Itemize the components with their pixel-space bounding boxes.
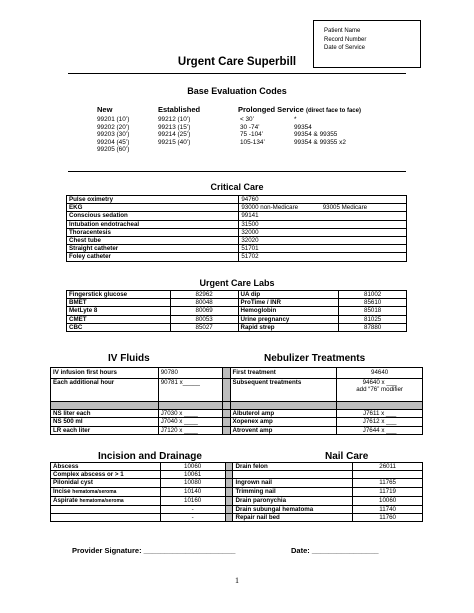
column-divider — [225, 471, 233, 479]
lab-code: 87880 — [339, 323, 407, 331]
iv-item: NS liter each — [51, 410, 159, 418]
procedure-name: Chest tube — [67, 237, 239, 245]
incision-item — [51, 496, 161, 505]
procedure-code: 99141 — [239, 212, 407, 220]
incision-code: - — [160, 514, 225, 522]
record-number-label: Record Number — [324, 36, 367, 43]
duration: 75 -104’ — [240, 131, 264, 139]
eval-code: 99205 (60’) — [97, 146, 130, 154]
table-row — [51, 479, 423, 487]
column-divider — [225, 496, 233, 505]
nail-item: Drain felon — [233, 463, 353, 471]
table-row — [51, 487, 423, 496]
incision-item — [51, 479, 161, 487]
table-row — [67, 253, 407, 261]
incision-item — [51, 506, 161, 514]
lab-name: Fingerstick glucose — [67, 291, 171, 299]
neb-item: First treatment — [230, 368, 337, 379]
table-row — [51, 514, 423, 522]
incision-sublabel: hematoma/seroma — [79, 497, 124, 504]
incision-code: 10080 — [160, 479, 225, 487]
eval-code: 99213 (15’) — [158, 123, 191, 131]
duration: < 30’ — [240, 116, 255, 123]
neb-code: 94640 — [337, 368, 423, 379]
duration: 30 -74’ — [240, 123, 260, 131]
table-row — [51, 496, 423, 505]
procedure-code: 32000 — [239, 228, 407, 236]
iv-code: 90780 — [158, 368, 222, 379]
neb-item: Albuterol amp — [230, 410, 337, 418]
nail-item: Trimming nail — [233, 487, 353, 496]
page-number: 1 — [235, 576, 239, 585]
labs-heading: Urgent Care Labs — [199, 278, 275, 288]
incision-item — [51, 487, 161, 496]
section-rule — [68, 171, 406, 172]
table-row — [51, 410, 423, 418]
nail-item: Drain subungal hematoma — [233, 506, 353, 514]
eval-code: 99212 (10’) — [158, 116, 191, 123]
iv-item: Each additional hour — [51, 379, 159, 402]
table-row — [67, 291, 407, 299]
lab-code: 81002 — [339, 291, 407, 299]
column-divider — [222, 368, 230, 379]
procedure-name: Foley catheter — [67, 253, 239, 261]
lab-name: CBC — [67, 323, 171, 331]
table-row — [67, 196, 407, 204]
neb-modifier-note: add “76” modifier — [356, 386, 403, 394]
eval-code: 99203 (30’) — [97, 131, 130, 139]
eval-code: 99214 (25’) — [158, 131, 191, 139]
col-prolonged-note: (direct face to face) — [305, 108, 361, 114]
nebulizer-heading: Nebulizer Treatments — [264, 353, 366, 364]
table-row — [67, 245, 407, 253]
column-divider — [225, 463, 233, 471]
neb-code: 94640 x ___ — [362, 379, 397, 386]
procedure-code-alt: 93005 Medicare — [321, 204, 407, 212]
nail-item: Ingrown nail — [233, 479, 353, 487]
prolonged-code: * — [294, 116, 297, 123]
lab-code: 81025 — [339, 315, 407, 323]
incision-code: 10160 — [160, 496, 225, 505]
lab-name: Urine pregnancy — [238, 315, 339, 323]
lab-code: 80048 — [170, 299, 238, 307]
lab-name: BMET — [67, 299, 171, 307]
table-row — [51, 368, 423, 379]
col-prolonged-label: Prolonged Service — [238, 105, 304, 114]
date-line[interactable]: Date: ________________ — [291, 546, 379, 555]
nail-code: 11765 — [353, 479, 423, 487]
table-row — [67, 204, 407, 212]
lab-name: UA dip — [238, 291, 339, 299]
neb-item: Xopenex amp — [230, 418, 337, 426]
base-eval-col-new — [97, 116, 129, 154]
labs-table — [66, 290, 407, 332]
nail-item: Repair nail bed — [233, 514, 353, 522]
incision-label: Incise — [53, 487, 71, 495]
lab-code: 85610 — [339, 299, 407, 307]
table-row — [67, 323, 407, 331]
table-row — [67, 315, 407, 323]
incision-heading: Incision and Drainage — [98, 451, 202, 462]
procedure-name: Thoracentesis — [67, 228, 239, 236]
incision-item — [51, 463, 161, 471]
base-eval-col-established — [158, 116, 190, 146]
col-prolonged-header — [238, 106, 361, 116]
table-row — [67, 299, 407, 307]
incision-label: Aspirate — [53, 496, 78, 504]
table-row — [51, 426, 423, 434]
lab-name: CMET — [67, 315, 171, 323]
eval-code: 99202 (20’) — [97, 123, 130, 131]
incision-code: 10060 — [160, 463, 225, 471]
iv-item: IV infusion first hours — [51, 368, 159, 379]
procedure-code: 51702 — [239, 253, 407, 261]
iv-code: J7040 x ____ — [158, 418, 222, 426]
column-divider — [222, 410, 230, 418]
critical-care-table — [66, 195, 407, 262]
column-divider — [225, 506, 233, 514]
procedure-code: 93000 non-Medicare — [239, 204, 321, 212]
column-divider — [222, 426, 230, 434]
table-row — [51, 402, 423, 410]
column-divider — [225, 479, 233, 487]
lab-code: 85027 — [170, 323, 238, 331]
incision-label: Pilonidal cyst — [53, 479, 93, 487]
eval-code: 99204 (45’) — [97, 138, 130, 146]
critical-care-heading: Critical Care — [210, 182, 264, 192]
provider-signature-line[interactable]: Provider Signature: ______________________ — [72, 546, 236, 555]
prolonged-code: 99354 & 99355 x2 — [294, 138, 346, 146]
table-row — [67, 237, 407, 245]
column-divider — [222, 379, 230, 402]
table-row — [67, 228, 407, 236]
table-row — [51, 418, 423, 426]
page-title: Urgent Care Superbill — [177, 56, 297, 68]
neb-code: J7612 x ___ — [337, 418, 423, 426]
table-row — [67, 212, 407, 220]
procedure-code: 31500 — [239, 220, 407, 228]
eval-code: 99215 (40’) — [158, 138, 191, 146]
incision-code: - — [160, 506, 225, 514]
incision-code: 10061 — [160, 471, 225, 479]
lab-code: 80053 — [170, 315, 238, 323]
procedure-name: Intubation endotracheal — [67, 220, 239, 228]
prolonged-code: 99354 & 99355 — [294, 131, 338, 139]
incision-code: 10140 — [160, 487, 225, 496]
table-row — [51, 463, 423, 471]
nail-code: 11740 — [353, 506, 423, 514]
neb-item: Subsequent treatments — [230, 379, 337, 402]
lab-code: 80069 — [170, 307, 238, 315]
procedure-name: Straight catheter — [67, 245, 239, 253]
prolonged-code: 99354 — [294, 123, 312, 131]
col-established-header: Established — [158, 105, 201, 114]
date-of-service-label: Date of Service — [324, 45, 366, 51]
column-divider — [222, 418, 230, 426]
table-row — [51, 506, 423, 514]
procedure-code: 51701 — [239, 245, 407, 253]
procedure-name: Conscious sedation — [67, 212, 239, 220]
column-divider — [225, 514, 233, 522]
neb-code: J7611 x ___ — [337, 410, 423, 418]
lab-name: ProTime / INR — [238, 299, 339, 307]
iv-item: NS 500 ml — [51, 418, 159, 426]
col-new-header: New — [97, 105, 113, 114]
procedure-name: Pulse oximetry — [67, 196, 239, 204]
iv-code: J7030 x ____ — [158, 410, 222, 418]
lab-code: 85018 — [339, 307, 407, 315]
base-eval-heading: Base Evaluation Codes — [187, 86, 287, 96]
incision-label: Complex abscess or > 1 — [53, 471, 124, 479]
iv-nebulizer-table — [50, 367, 423, 435]
neb-code: J7644 x ___ — [337, 426, 423, 434]
nail-care-heading: Nail Care — [325, 451, 369, 462]
base-eval-col-prolonged-code — [294, 116, 346, 146]
neb-code-cell — [337, 379, 423, 402]
incision-nail-table — [50, 462, 423, 522]
duration: 105-134’ — [240, 138, 265, 146]
iv-item: LR each liter — [51, 426, 159, 434]
title-rule — [68, 73, 406, 74]
nail-item — [233, 471, 353, 479]
iv-code: J7120 x ____ — [158, 426, 222, 434]
incision-item — [51, 514, 161, 522]
nail-code: 26011 — [353, 463, 423, 471]
procedure-code: 94760 — [239, 196, 407, 204]
table-row — [51, 379, 423, 402]
lab-name: Hemoglobin — [238, 307, 339, 315]
patient-name-label: Patient Name — [324, 28, 361, 34]
lab-code: 82962 — [170, 291, 238, 299]
neb-item: Atrovent amp — [230, 426, 337, 434]
table-row — [51, 471, 423, 479]
incision-sublabel: hematoma/seroma — [72, 488, 117, 495]
column-divider — [225, 487, 233, 496]
table-row — [67, 307, 407, 315]
iv-fluids-heading: IV Fluids — [108, 353, 150, 364]
nail-code: 10060 — [353, 496, 423, 505]
incision-label: Abscess — [53, 463, 79, 470]
table-row — [67, 220, 407, 228]
eval-code: 99201 (10’) — [97, 116, 130, 123]
procedure-name: EKG — [67, 204, 239, 212]
nail-code — [353, 471, 423, 479]
incision-item — [51, 471, 161, 479]
nail-code: 11760 — [353, 514, 423, 522]
lab-name: MetLyte 8 — [67, 307, 171, 315]
lab-name: Rapid strep — [238, 323, 339, 331]
iv-code: 90781 x_____ — [158, 379, 222, 402]
base-eval-col-duration — [240, 116, 265, 146]
nail-item: Drain paronychia — [233, 496, 353, 505]
procedure-code: 32020 — [239, 237, 407, 245]
nail-code: 11719 — [353, 487, 423, 496]
